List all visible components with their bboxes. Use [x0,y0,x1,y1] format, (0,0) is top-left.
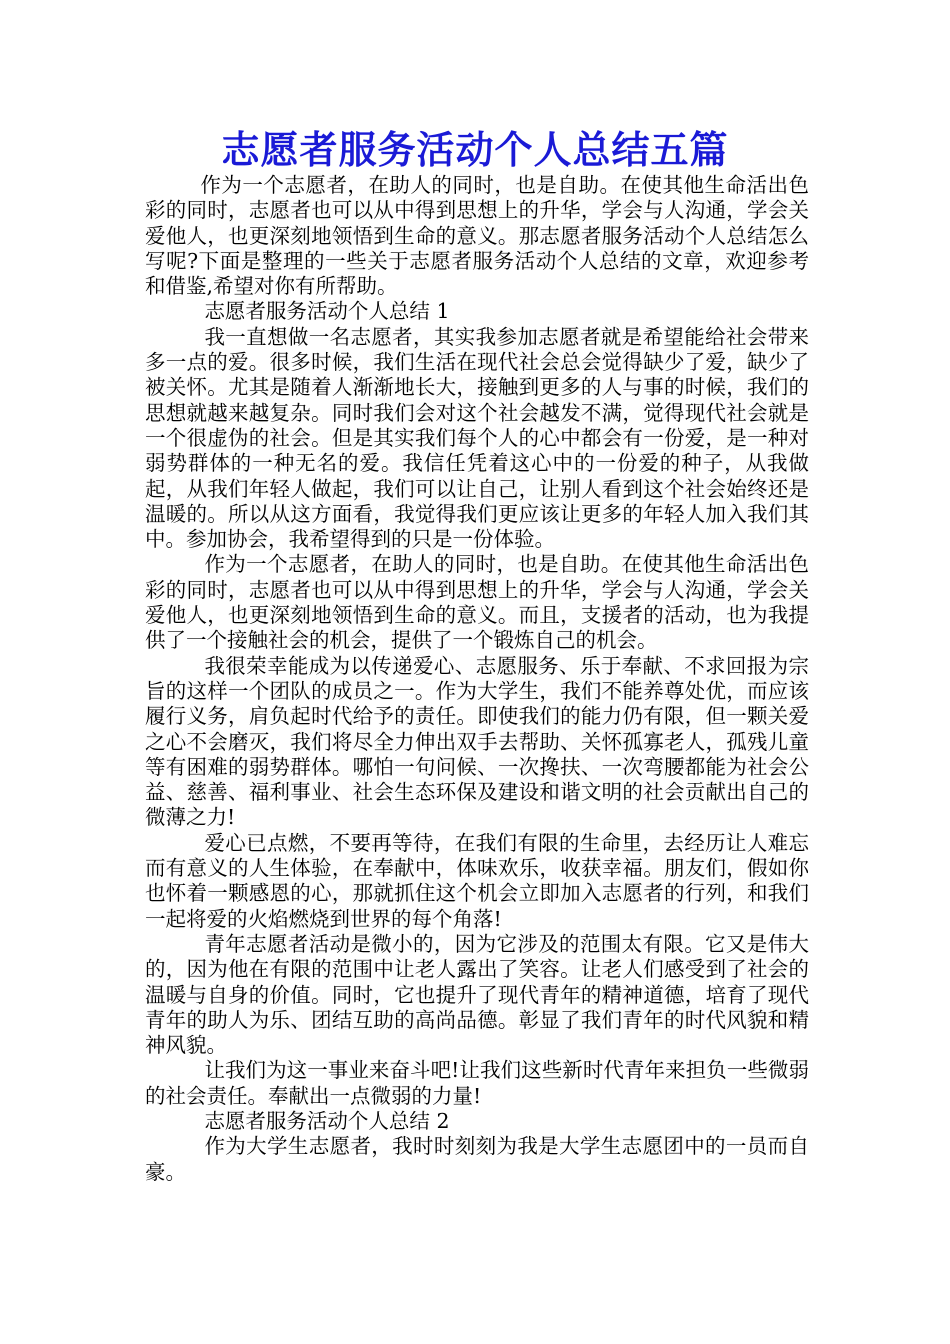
section1-paragraph-1: 我一直想做一名志愿者，其实我参加志愿者就是希望能给社会带来多一点的爱。很多时候，我们生活在现代社会总会觉得缺少了爱，缺少了被关怀。尤其是随着人渐渐地长大，接触到更多的人与事的时候，我们的思想就越来越复杂。同时我们会对这个社会越发不满，觉得现代社会就是一个很虚伪的社会。但是其实我们每个人的心中都会有一份爱，是一种对弱势群体的一种无名的爱。我信任凭着这心中的一份爱的种子，从我做起，从我们年轻人做起，我们可以让自己，让别人看到这个社会始终还是温暖的。所以从这方面看，我觉得我们更应该让更多的年轻人加入我们其中。参加协会，我希望得到的只是一份体验。 [145,324,809,552]
section-heading-1: 志愿者服务活动个人总结 1 [204,299,450,324]
document-title: 志愿者服务活动个人总结五篇 [221,128,729,172]
section1-paragraph-6: 让我们为这一事业来奋斗吧!让我们这些新时代青年来担负一些微弱的社会责任。奉献出一点微弱的力量! [145,1058,809,1108]
section1-paragraph-5: 青年志愿者活动是微小的，因为它涉及的范围太有限。它又是伟大的，因为他在有限的范围中让老人露出了笑容。让老人们感受到了社会的温暖与自身的价值。同时，它也提升了现代青年的精神道德，培育了现代青年的助人为乐、团结互助的高尚品德。彰显了我们青年的时代风貌和精神风貌。 [145,931,809,1058]
intro-paragraph: 作为一个志愿者，在助人的同时，也是自助。在使其他生命活出色彩的同时，志愿者也可以从中得到思想上的升华，学会与人沟通，学会关爱他人，也更深刻地领悟到生命的意义。那志愿者服务活动个人总结怎么写呢?下面是整理的一些关于志愿者服务活动个人总结的文章，欢迎参考和借鉴,希望对你有所帮助。 [145,173,809,299]
section-heading-2: 志愿者服务活动个人总结 2 [204,1108,450,1133]
section1-paragraph-4: 爱心已点燃，不要再等待，在我们有限的生命里，去经历让人难忘而有意义的人生体验，在奉献中，体味欢乐，收获幸福。朋友们，假如你也怀着一颗感恩的心，那就抓住这个机会立即加入志愿者的行列，和我们一起将爱的火焰燃烧到世界的每个角落! [145,830,809,931]
section2-paragraph-1: 作为大学生志愿者，我时时刻刻为我是大学生志愿团中的一员而自豪。 [145,1134,809,1184]
section1-paragraph-2: 作为一个志愿者，在助人的同时，也是自助。在使其他生命活出色彩的同时，志愿者也可以从中得到思想上的升华，学会与人沟通，学会关爱他人，也更深刻地领悟到生命的意义。而且，支援者的活动，也为我提供了一个接触社会的机会，提供了一个锻炼自己的机会。 [145,552,809,653]
section1-paragraph-3: 我很荣幸能成为以传递爱心、志愿服务、乐于奉献、不求回报为宗旨的这样一个团队的成员之一。作为大学生，我们不能养尊处优，而应该履行义务，肩负起时代给予的责任。即使我们的能力仍有限，但一颗关爱之心不会磨灭，我们将尽全力伸出双手去帮助、关怀孤寡老人，孤残儿童等有困难的弱势群体。哪怕一句问候、一次搀扶、一次弯腰都能为社会公益、慈善、福利事业、社会生态环保及建设和谐文明的社会贡献出自己的微薄之力! [145,653,809,830]
document-body [145,173,809,1185]
